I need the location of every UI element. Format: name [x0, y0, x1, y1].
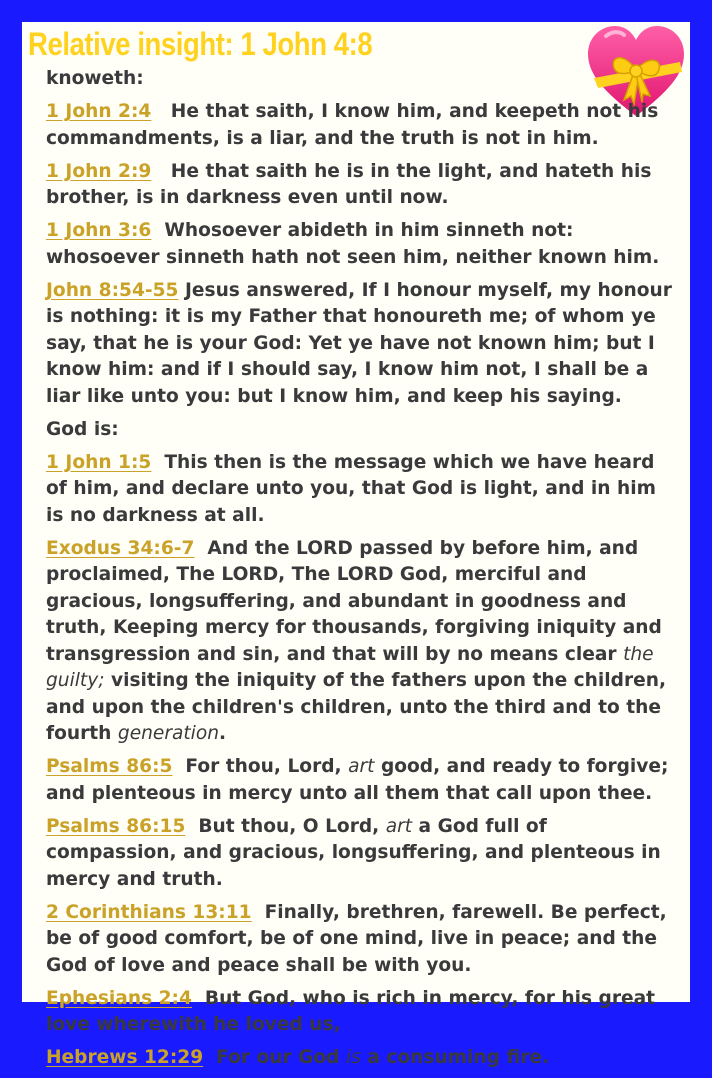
verse-reference-link[interactable]: Psalms 86:15 [46, 815, 186, 837]
verse-text: But God, who is rich in mercy, for his great love wherewith he loved us, [46, 987, 656, 1035]
verse-reference-link[interactable]: Exodus 34:6-7 [46, 537, 195, 559]
verse-reference-link[interactable]: Psalms 86:5 [46, 756, 173, 777]
verse-text: visiting the iniquity of the fathers upon the children, and upon the children's children, unto the third and to the fourth [46, 670, 667, 744]
verse-text: But thou, O Lord, [198, 815, 380, 837]
verse-item [46, 99, 672, 152]
verse-text: a God full of compassion, and gracious, longsuffering, and plenteous in mercy and truth. [46, 815, 661, 890]
verse-text: a consuming fire. [367, 1047, 550, 1068]
page-title: Relative insight: 1 John 4:8 [28, 26, 373, 62]
verse-text: This then is the message which we have heard of him, and declare unto you, that God is light, and in him is no darkness at all. [46, 451, 656, 526]
verse-text: Whosoever abideth in him sinneth not: whosoever sinneth hath not seen him, neither known him. [46, 220, 660, 268]
verse-reference-link[interactable]: 1 John 2:4 [46, 101, 152, 122]
verse-reference-link[interactable]: 2 Corinthians 13:11 [46, 901, 252, 923]
verse-text-italic: art [385, 815, 413, 837]
verse-reference-link[interactable]: 1 John 2:9 [46, 160, 152, 182]
verse-list [46, 66, 672, 1078]
verse-item [46, 218, 672, 271]
verse-reference-link[interactable]: Ephesians 2:4 [46, 987, 192, 1009]
verse-item [46, 754, 672, 807]
verse-reference-link[interactable]: John 8:54-55 [46, 279, 179, 301]
verse-reference-link[interactable]: 1 John 1:5 [46, 451, 152, 473]
verse-text: . [219, 723, 227, 744]
section-heading: knoweth: [46, 68, 144, 89]
verse-text-italic: generation [117, 723, 220, 744]
verse-item [46, 536, 672, 748]
verse-text-italic: is [345, 1047, 361, 1068]
section-heading: God is: [46, 418, 119, 440]
verse-text: good, and ready to forgive; and plenteous in mercy unto all them that call upon thee. [46, 756, 669, 804]
verse-item [46, 278, 672, 411]
page-frame [22, 22, 690, 1068]
verse-text-italic: the guilty; [46, 643, 654, 691]
verse-item [46, 1045, 672, 1072]
verse-text: He that saith, I know him, and keepeth not his commandments, is a liar, and the truth is not in him. [46, 101, 659, 149]
verse-text: He that saith he is in the light, and hateth his brother, is in darkness even until now. [46, 160, 652, 208]
verse-item [46, 814, 672, 894]
verse-item [46, 159, 672, 212]
verse-item [46, 450, 672, 530]
verse-text: For thou, Lord, [185, 756, 342, 777]
verse-text: Finally, brethren, farewell. Be perfect, be of good comfort, be of one mind, live in peace; and the God of love and peace shall be with you. [46, 901, 667, 976]
verse-text: Jesus answered, If I honour myself, my honour is nothing: it is my Father that honoureth me; of whom ye say, that he is your God: Yet ye have not known him; but I know him: and if I should say, I know him not, I shall be a liar like unto you: but I know him, and keep his saying. [46, 279, 672, 407]
verse-reference-link[interactable]: 1 John 3:6 [46, 220, 152, 241]
verse-reference-link[interactable]: Hebrews 12:29 [46, 1047, 204, 1068]
verse-item [46, 900, 672, 980]
verse-text-italic: art [348, 756, 375, 777]
verse-text: For our God [216, 1047, 340, 1068]
verse-item [46, 986, 672, 1039]
verse-text: And the LORD passed by before him, and proclaimed, The LORD, The LORD God, merciful and gracious, longsuffering, and abundant in goodness and truth, Keeping mercy for thousands, forgiving iniquity and transgression and sin, and that will by no means clear [46, 537, 662, 665]
